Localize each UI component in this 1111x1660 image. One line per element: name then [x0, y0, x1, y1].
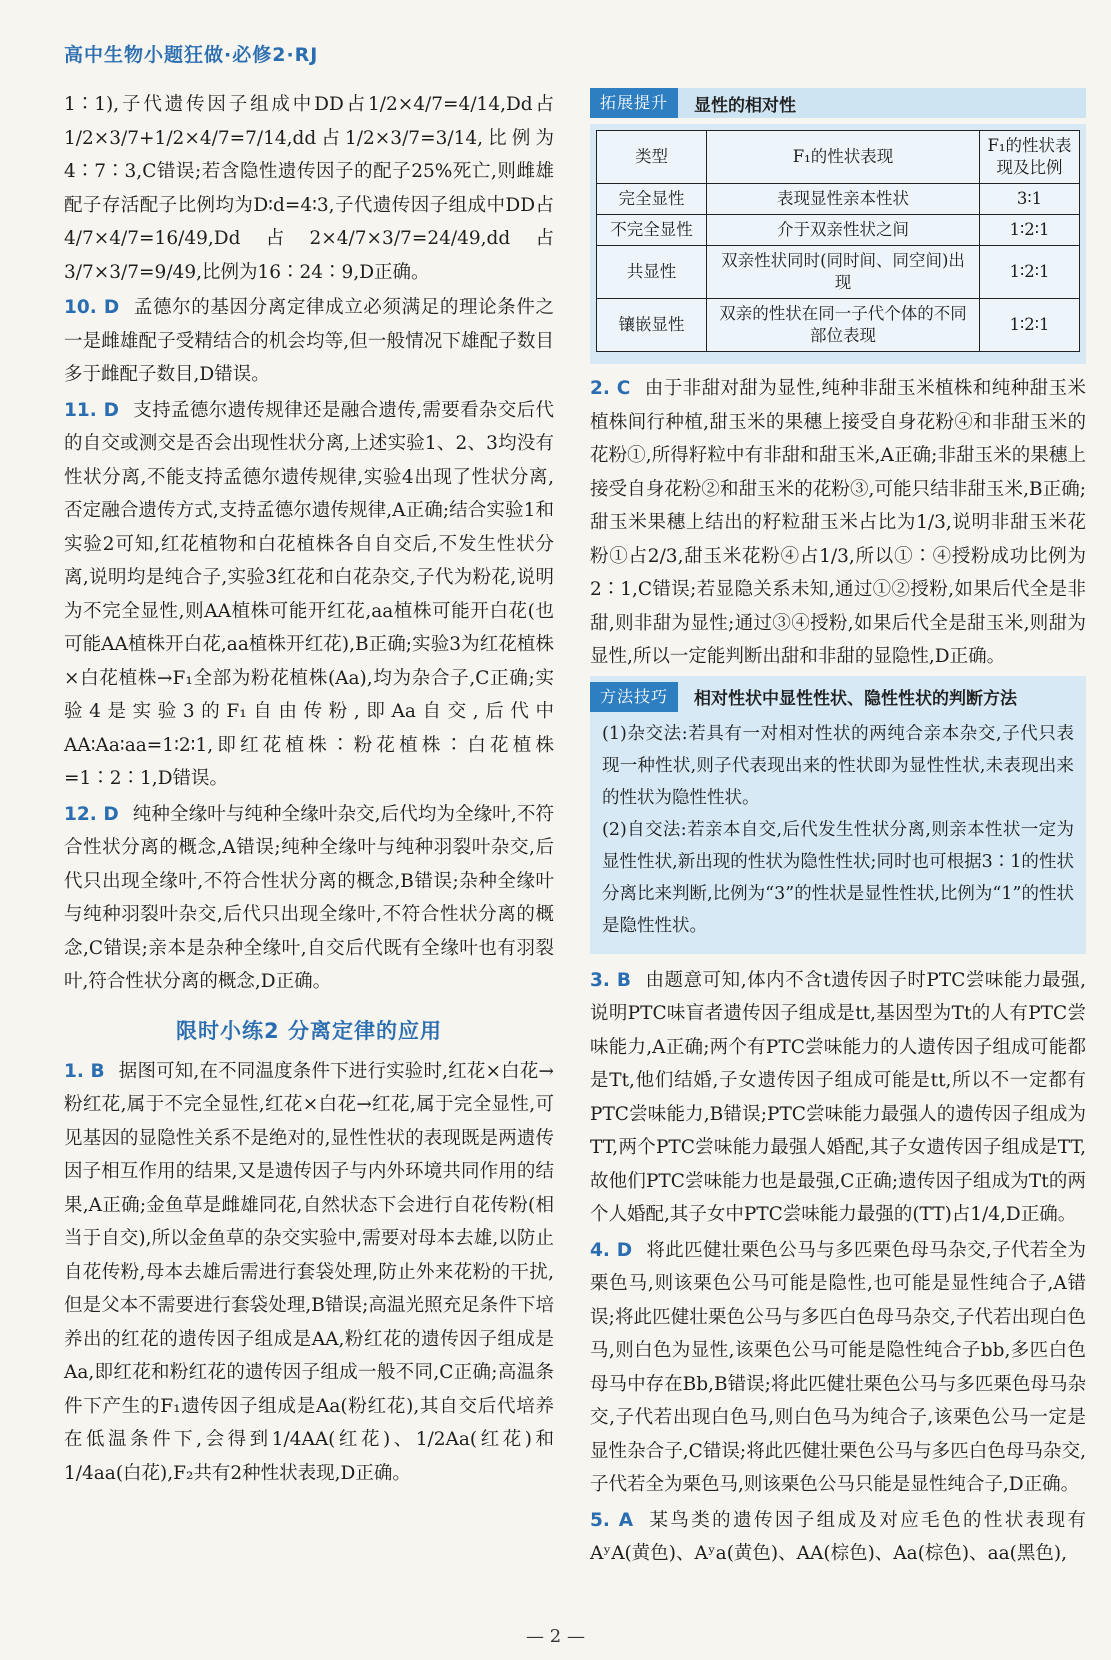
right-column [590, 88, 1086, 1573]
table-header-cell: 类型 [597, 131, 707, 184]
table-cell: 完全显性 [597, 184, 707, 215]
method-paragraph-2: (2)自交法:若亲本自交,后代发生性状分离,则亲本性状一定为显性性状,新出现的性状为隐性性状;同时也可根据3∶1的性状分离比来判断,比例为“3”的性状是显性性状,比例为“1”的性状是隐性性状。 [602, 819, 1074, 936]
table-cell: 1∶2∶1 [980, 215, 1080, 246]
method-tag: 方法技巧 [590, 682, 678, 712]
table-cell: 镶嵌显性 [597, 299, 707, 352]
method-title: 相对性状中显性性状、隐性性状的判断方法 [694, 689, 1018, 709]
table-cell: 1∶2∶1 [980, 246, 1080, 299]
answer-4 [590, 1234, 1086, 1502]
left-column [64, 88, 554, 1492]
table-cell: 共显性 [597, 246, 707, 299]
answer-2 [590, 372, 1086, 674]
answer-5-text: 某鸟类的遗传因子组成及对应毛色的性状表现有AʸA(黄色)、Aʸa(黄色)、AA(棕色)、Aa(棕色)、aa(黑色), [590, 1509, 1086, 1564]
answer-12-number: 12. D [64, 803, 119, 825]
extension-box-header [590, 88, 1086, 118]
table-cell: 不完全显性 [597, 215, 707, 246]
table-cell: 双亲性状同时(同时间、同空间)出现 [707, 246, 980, 299]
answer-5-number: 5. A [590, 1509, 634, 1531]
method-paragraph-1: (1)杂交法:若具有一对相对性状的两纯合亲本杂交,子代只表现一种性状,则子代表现出来的性状即为显性性状,未表现出来的性状为隐性性状。 [602, 723, 1074, 808]
table-cell: 双亲的性状在同一子代个体的不同部位表现 [707, 299, 980, 352]
table-row [597, 184, 1080, 215]
method-box-header [590, 682, 1074, 712]
answer-2-number: 2. C [590, 378, 631, 399]
answer-3-text: 由题意可知,体内不含t遗传因子时PTC尝味能力最强,说明PTC味盲者遗传因子组成是tt,基因型为Tt的人有PTC尝味能力,A正确;两个有PTC尝味能力的人遗传因子组成可能都是Tt,他们结婚,子女遗传因子组成可能是tt,所以不一定都有PTC尝味能力,B错误;PTC尝味能力最强人的遗传因子组成为TT,两个PTC尝味能力最强人婚配,其子女遗传因子组成是TT,故他们PTC尝味能力也是最强,C正确;遗传因子组成为Tt的两个人婚配,其子女中PTC尝味能力最强的(TT)占1/4,D正确。 [590, 969, 1086, 1225]
dominance-table [596, 130, 1080, 352]
table-header-cell: F₁的性状表现 [707, 131, 980, 184]
answer-continuation: 1∶1),子代遗传因子组成中DD占1/2×4/7=4/14,Dd占1/2×3/7+1/2×4/7=7/14,dd占1/2×3/7=3/14,比例为4∶7∶3,C错误;若含隐性遗传因子的配子25%死亡,则雌雄配子存活配子比例均为D∶d=4∶3,子代遗传因子组成中DD占4/7×4/7=16/49,Dd占2×4/7×3/7=24/49,dd占3/7×3/7=9/49,比例为16∶24∶9,D正确。 [64, 94, 554, 283]
dominance-table-wrap [590, 124, 1086, 364]
table-row [597, 299, 1080, 352]
answer-11-text: 支持孟德尔遗传规律还是融合遗传,需要看杂交后代的自交或测交是否会出现性状分离,上述实验1、2、3均没有性状分离,不能支持孟德尔遗传规律,实验4出现了性状分离,否定融合遗传方式,支持孟德尔遗传规律,A正确;结合实验1和实验2可知,红花植物和白花植株各自自交后,不发生性状分离,说明均是纯合子,实验3红花和白花杂交,子代为粉花,说明为不完全显性,则AA植株可能开红花,aa植株可能开白花(也可能AA植株开白花,aa植株开红花),B正确;实验3为红花植株×白花植株→F₁全部为粉花植株(Aa),均为杂合子,C正确;实验4是实验3的F₁自由传粉,即Aa自交,后代中AA∶Aa∶aa=1∶2∶1,即红花植株∶粉花植株∶白花植株=1∶2∶1,D错误。 [64, 399, 554, 789]
table-row [597, 246, 1080, 299]
method-box [590, 676, 1086, 954]
table-cell: 介于双亲性状之间 [707, 215, 980, 246]
answer-10-text: 孟德尔的基因分离定律成立必须满足的理论条件之一是雌雄配子受精结合的机会均等,但一般情况下雄配子数目多于雌配子数目,D错误。 [64, 297, 554, 385]
answer-s1-number: 1. B [64, 1060, 105, 1082]
extension-title: 显性的相对性 [694, 95, 797, 116]
answer-s1 [64, 1055, 554, 1491]
answer-4-text: 将此匹健壮栗色公马与多匹栗色母马杂交,子代若全为栗色马,则该栗色公马可能是隐性,也可能是显性纯合子,A错误;将此匹健壮栗色公马与多匹白色母马杂交,子代若出现白色马,则白色为显性,该栗色公马可能是隐性纯合子bb,多匹白色母马中存在Bb,B错误;将此匹健壮栗色公马与多匹栗色母马杂交,子代若出现白色马,则白色马为纯合子,该栗色公马一定是显性杂合子,C错误;将此匹健壮栗色公马与多匹白色母马杂交,子代若全为栗色马,则该栗色公马只能是显性纯合子,D正确。 [590, 1239, 1086, 1495]
answer-2-text: 由于非甜对甜为显性,纯种非甜玉米植株和纯种甜玉米植株间行种植,甜玉米的果穗上接受自身花粉④和非甜玉米的花粉①,所得籽粒中有非甜和甜玉米,A正确;非甜玉米的果穗上接受自身花粉②和甜玉米的花粉③,可能只结非甜玉米,B正确;甜玉米果穗上结出的籽粒甜玉米占比为1/3,说明非甜玉米花粉①占2/3,甜玉米花粉④占1/3,所以①∶④授粉成功比例为2∶1,C错误;若显隐关系未知,通过①②授粉,如果后代全是非甜,则非甜为显性;通过③④授粉,如果后代全是甜玉米,则甜为显性,所以一定能判断出甜和非甜的显隐性,D正确。 [590, 378, 1087, 667]
answer-11-number: 11. D [64, 399, 119, 421]
table-header-row [597, 131, 1080, 184]
table-row [597, 215, 1080, 246]
running-header: 高中生物小题狂做·必修2·RJ [64, 44, 319, 66]
answer-12 [64, 798, 554, 999]
answer-4-number: 4. D [590, 1239, 633, 1261]
table-header-cell: F₁的性状表现及比例 [980, 131, 1080, 184]
answer-11 [64, 394, 554, 796]
answer-s1-text: 据图可知,在不同温度条件下进行实验时,红花×白花→粉红花,属于不完全显性,红花×白花→红花,属于完全显性,可见基因的显隐性关系不是绝对的,显性性状的表现既是两遗传因子相互作用的结果,又是遗传因子与内外环境共同作用的结果,A正确;金鱼草是雌雄同花,自然状态下会进行自花传粉(相当于自交),所以金鱼草的杂交实验中,需要对母本去雄,以防止自花传粉,母本去雄后需进行套袋处理,防止外来花粉的干扰,但是父本不需要进行套袋处理,B错误;高温光照充足条件下培养出的红花的遗传因子组成是AA,粉红花的遗传因子组成是Aa,即红花和粉红花的遗传因子组成一般不同,C正确;高温条件下产生的F₁遗传因子组成是Aa(粉红花),其自交后代培养在低温条件下,会得到1/4AA(红花)、1/2Aa(红花)和1/4aa(白花),F₂共有2种性状表现,D正确。 [64, 1060, 554, 1484]
answer-3-number: 3. B [590, 969, 631, 991]
table-cell: 3∶1 [980, 184, 1080, 215]
answer-5 [590, 1504, 1086, 1571]
table-cell: 表现显性亲本性状 [707, 184, 980, 215]
extension-tag: 拓展提升 [590, 88, 678, 118]
answer-10 [64, 291, 554, 392]
answer-3 [590, 964, 1086, 1232]
answer-10-number: 10. D [64, 297, 120, 318]
section-title: 限时小练2 分离定律的应用 [176, 1018, 442, 1043]
page-number: — 2 — [526, 1626, 585, 1647]
table-cell: 1∶2∶1 [980, 299, 1080, 352]
answer-12-text: 纯种全缘叶与纯种全缘叶杂交,后代均为全缘叶,不符合性状分离的概念,A错误;纯种全缘叶与纯种羽裂叶杂交,后代只出现全缘叶,不符合性状分离的概念,B错误;杂种全缘叶与纯种羽裂叶杂交,后代只出现全缘叶,不符合性状分离的概念,C错误;亲本是杂种全缘叶,自交后代既有全缘叶也有羽裂叶,符合性状分离的概念,D正确。 [64, 803, 555, 992]
